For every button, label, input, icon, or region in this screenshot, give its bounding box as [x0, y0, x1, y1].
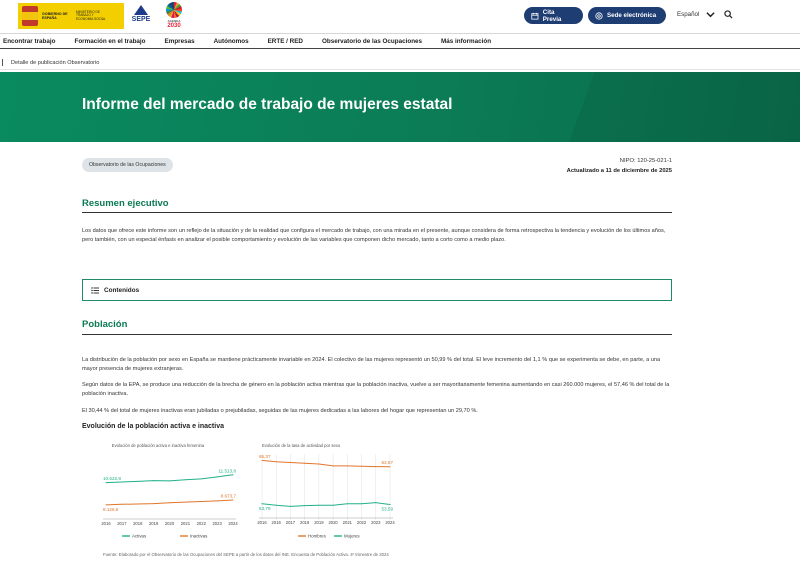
legend-label: Mujeres [344, 533, 360, 539]
ministry-label: MINISTERIO DE TRABAJO Y ECONOMÍA SOCIAL [76, 9, 106, 21]
data-point [347, 465, 348, 466]
nav-item-autonomos[interactable]: Autónomos [213, 37, 249, 45]
nav-item-mas-informacion[interactable]: Más información [441, 37, 492, 45]
x-tick-label: 2016 [257, 520, 267, 525]
data-point [318, 505, 319, 506]
data-point [185, 502, 186, 503]
data-point [121, 482, 122, 483]
data-label: 65,37 [259, 453, 271, 459]
data-point [217, 500, 218, 501]
data-point [169, 480, 170, 481]
poblacion-paragraph-3: El 30,44 % del total de mujeres inactivas eran jubiladas o prejubiladas, seguidas de las mujeres dedicadas a las labores del hogar que representan un 29,70 %. [82, 408, 478, 414]
category-tag[interactable]: Observatorio de las Ocupaciones [82, 158, 173, 172]
sepe-logo-text: SEPE [131, 16, 151, 23]
nipo-code: NIPO: 120-25-021-1 [619, 158, 672, 164]
poblacion-paragraph-1: La distribución de la población por sexo en España se mantiene prácticamente invariable en 2024. El colectivo de las mujeres representó un 50,99 % del total. El leve incremento del 1,1 % que se experimenta se debe, en parte, a una mayor presencia de mujeres extranjeras. [82, 357, 661, 372]
language-selector[interactable]: Español [677, 11, 700, 18]
breadcrumb [0, 56, 800, 70]
data-point [217, 476, 218, 477]
data-point [106, 482, 107, 483]
data-point [290, 506, 291, 507]
data-point [137, 481, 138, 482]
x-tick-label: 2024 [385, 520, 395, 525]
data-point [121, 504, 122, 505]
x-tick-label: 2018 [133, 521, 143, 526]
x-tick-label: 2016 [271, 520, 281, 525]
data-point [233, 500, 234, 501]
section-divider [82, 334, 672, 335]
resumen-paragraph: Los datos que ofrece este informe son un reflejo de la situación y de la realidad que configura el mercado de trabajo, con una mirada en el presente, aunque considera de forma retrospectiva la tendencia y evolución de los últimos años, pero también, con un especial énfasis en analizar el posible comportamiento y evolución de las variables que componen dicho mercado, tanto a corto como a medio plazo. [82, 228, 666, 243]
poblacion-paragraph-2: Según datos de la EPA, se produce una reducción de la brecha de género en la población activa mientras que la población inactiva, vuelve a ser mayoritariamente femenina aumentando en casi 260.000 mujeres, el 57,46 % del total de la población inactiva. [82, 382, 670, 397]
sepe-logo[interactable] [128, 3, 154, 29]
top-header [0, 0, 800, 33]
x-tick-label: 2017 [285, 520, 296, 525]
calendar-icon [531, 12, 539, 20]
data-point [185, 479, 186, 480]
nav-item-observatorio[interactable]: Observatorio de las Ocupaciones [321, 37, 423, 45]
series-line-hombres [262, 460, 390, 466]
data-point [262, 460, 263, 461]
legend-label: Activas [132, 533, 147, 539]
data-point [361, 503, 362, 504]
nav-item-encontrar-trabajo[interactable]: Encontrar trabajo [3, 37, 56, 45]
data-point [153, 503, 154, 504]
series-line-activas [106, 475, 233, 483]
x-tick-label: 2021 [342, 520, 352, 525]
updated-date: Actualizado a 11 de diciembre de 2025 [566, 168, 672, 174]
data-point [290, 462, 291, 463]
data-label: 8.126,6 [103, 506, 119, 512]
data-point [106, 504, 107, 505]
at-sign-icon [595, 12, 603, 20]
source-note: Fuente: Elaborado por el Observatorio de las Ocupaciones del SEPE a partir de los datos del INE. Encuesta de Población Activa. 4º trimestre de 2024 [103, 552, 389, 557]
data-point [304, 505, 305, 506]
main-nav [0, 33, 800, 49]
data-point [304, 463, 305, 464]
data-point [390, 466, 391, 467]
agenda-year: 2030 [167, 23, 181, 29]
chart1-title: Evolución de población activa e inactiva femenina [111, 443, 205, 448]
data-point [137, 503, 138, 504]
data-label: 11.513,8 [218, 468, 236, 474]
cita-previa-label: Cita Previa [542, 8, 562, 23]
agenda-label: AGENDA [167, 19, 181, 23]
data-label: 8.673,7 [220, 493, 236, 499]
breadcrumb-current: Detalle de publicación Observatorio [11, 59, 100, 66]
nav-item-formacion[interactable]: Formación en el trabajo [74, 37, 146, 45]
x-tick-label: 2016 [101, 521, 111, 526]
data-point [276, 461, 277, 462]
breadcrumb-divider [2, 59, 3, 66]
sdg-wheel-icon [166, 2, 182, 18]
data-label: 53,79 [259, 505, 271, 511]
search-icon[interactable] [724, 10, 733, 19]
data-point [318, 464, 319, 465]
x-tick-label: 2021 [180, 521, 191, 526]
list-icon [91, 287, 99, 294]
legend-label: Hombres [308, 533, 326, 539]
section-title-resumen: Resumen ejecutivo [82, 198, 169, 209]
x-tick-label: 2018 [300, 520, 310, 525]
nav-item-erte-red[interactable]: ERTE / RED [267, 37, 303, 45]
data-point [201, 478, 202, 479]
data-point [153, 480, 154, 481]
x-tick-label: 2022 [196, 521, 206, 526]
section-title-poblacion: Población [82, 319, 128, 330]
data-point [375, 502, 376, 503]
data-point [169, 502, 170, 503]
data-point [375, 466, 376, 467]
data-label: 10.622,8 [103, 476, 121, 482]
chart-activa-inactiva [100, 452, 245, 544]
data-label: 63,67 [381, 460, 393, 466]
sepe-mark-icon [134, 5, 148, 15]
data-point [347, 503, 348, 504]
x-tick-label: 2024 [228, 521, 238, 526]
cita-previa-button[interactable] [524, 7, 583, 24]
data-point [262, 503, 263, 504]
x-tick-label: 2017 [117, 521, 127, 526]
series-line-mujeres [262, 503, 390, 507]
x-tick-label: 2023 [371, 520, 381, 525]
data-point [233, 474, 234, 475]
sede-electronica-label: Sede electrónica [607, 12, 657, 19]
data-point [333, 505, 334, 506]
chart2-title: Evolución de la tasa de actividad por sexo [262, 443, 341, 448]
hero-banner [0, 72, 800, 142]
x-tick-label: 2022 [356, 520, 367, 525]
chevron-down-icon[interactable] [706, 10, 715, 19]
chart-section-subtitle: Evolución de la población activa e inactiva [82, 423, 224, 430]
chart-tasa-actividad [250, 450, 405, 544]
section-divider [82, 212, 672, 213]
contents-label: Contenidos [104, 286, 140, 294]
agenda-2030-logo [163, 2, 185, 30]
government-label: GOBIERNO DE ESPAÑA [42, 12, 68, 20]
x-tick-label: 2019 [314, 520, 324, 525]
contents-accordion[interactable] [82, 279, 672, 301]
page-title: Informe del mercado de trabajo de mujeres estatal [82, 96, 453, 113]
data-point [276, 505, 277, 506]
x-tick-label: 2023 [212, 521, 222, 526]
nav-item-empresas[interactable]: Empresas [164, 37, 195, 45]
x-tick-label: 2019 [148, 521, 159, 526]
coat-of-arms-icon [22, 6, 38, 26]
x-tick-label: 2020 [328, 520, 338, 525]
x-tick-label: 2020 [164, 521, 175, 526]
sede-electronica-button[interactable] [588, 7, 666, 24]
data-point [201, 501, 202, 502]
legend-label: Inactivas [190, 533, 208, 539]
data-point [390, 504, 391, 505]
data-point [333, 465, 334, 466]
data-point [361, 466, 362, 467]
data-label: 53,59 [381, 506, 393, 512]
government-logo[interactable] [18, 3, 124, 29]
